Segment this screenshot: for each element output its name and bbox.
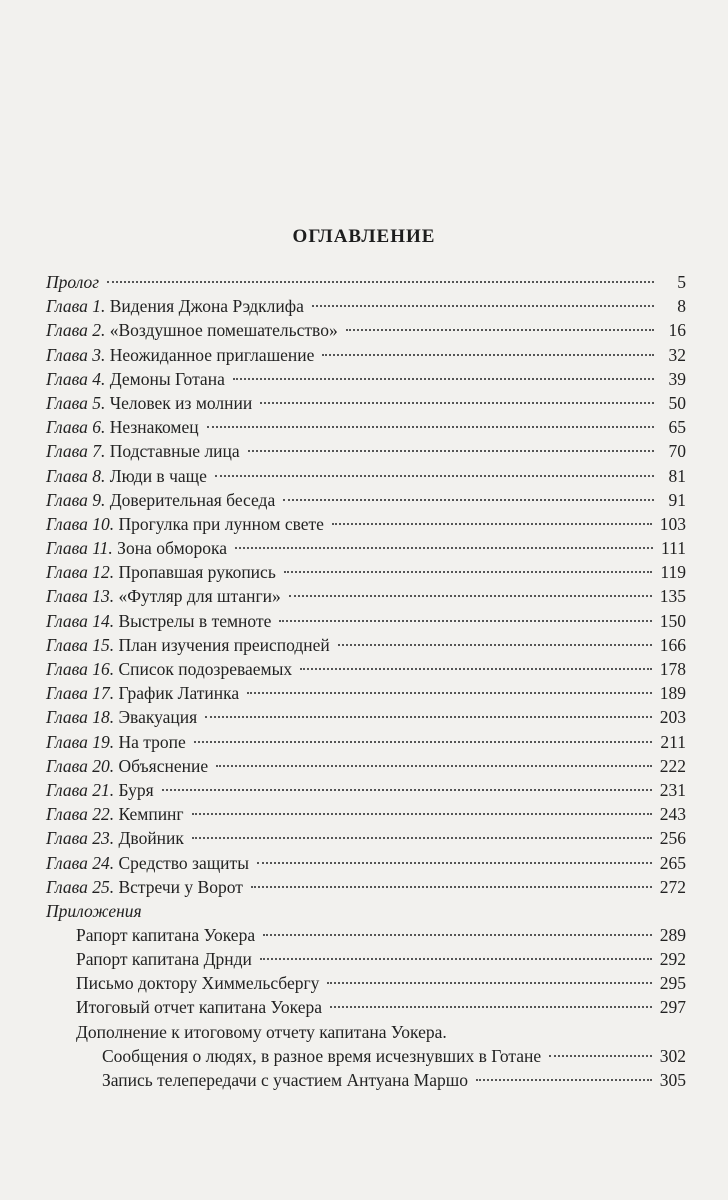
toc-appendix-4[interactable]	[46, 995, 686, 1019]
dot-leader	[194, 741, 653, 743]
toc-page-number: 5	[677, 272, 686, 292]
toc-page-number: 135	[659, 586, 686, 607]
toc-page-number: 211	[660, 731, 686, 752]
toc-page-number: 256	[659, 828, 686, 849]
toc-appendix-3[interactable]	[46, 971, 686, 995]
toc-label: Рапорт капитана Дрнди	[76, 949, 252, 970]
toc-chapter-15[interactable]	[46, 633, 686, 657]
toc-chapter-19[interactable]	[46, 730, 686, 754]
toc-page-number: 103	[659, 513, 686, 534]
toc-page-number: 32	[668, 344, 686, 365]
toc-label: Глава 13. «Футляр для штанги»	[46, 586, 281, 607]
toc-label: Глава 14. Выстрелы в темноте	[46, 610, 272, 631]
dot-leader	[279, 620, 651, 622]
dot-leader	[192, 837, 652, 839]
dot-leader	[215, 475, 654, 477]
dot-leader	[330, 1006, 652, 1008]
toc-page-number: 70	[668, 441, 686, 462]
toc-page-number: 16	[668, 320, 686, 341]
toc-page-number: 297	[659, 997, 686, 1018]
addendum-list	[46, 1044, 686, 1092]
toc-chapter-14[interactable]	[46, 609, 686, 633]
dot-leader	[346, 329, 654, 331]
page-title: ОГЛАВЛЕНИЕ	[292, 226, 436, 247]
toc-chapter-17[interactable]	[46, 681, 686, 705]
toc-chapter-6[interactable]	[46, 415, 686, 439]
toc-label: Глава 1. Видения Джона Рэдклифа	[46, 296, 304, 317]
toc-chapter-2[interactable]	[46, 318, 686, 342]
toc-chapter-9[interactable]	[46, 488, 686, 512]
toc-addendum-2[interactable]	[46, 1068, 686, 1092]
dot-leader	[284, 571, 653, 573]
toc-label: Глава 9. Доверительная беседа	[46, 489, 276, 510]
toc-page-number: 203	[659, 707, 686, 728]
toc-chapter-3[interactable]	[46, 343, 686, 367]
dot-leader	[247, 692, 652, 694]
toc-chapter-25[interactable]	[46, 875, 686, 899]
toc-page-number: 39	[668, 368, 686, 389]
dot-leader	[216, 765, 652, 767]
dot-leader	[205, 716, 652, 718]
dot-leader	[549, 1055, 652, 1057]
toc-label: Глава 23. Двойник	[46, 828, 184, 849]
toc-label: Глава 7. Подставные лица	[46, 441, 240, 462]
toc-chapter-24[interactable]	[46, 851, 686, 875]
toc-label: Глава 22. Кемпинг	[46, 804, 184, 825]
toc-page-number: 292	[659, 949, 686, 970]
dot-leader	[207, 426, 654, 428]
dot-leader	[332, 523, 652, 525]
toc-label: Глава 18. Эвакуация	[46, 707, 198, 728]
toc-page-number: 272	[659, 876, 686, 897]
toc-page-number: 243	[659, 804, 686, 825]
toc-label: Глава 10. Прогулка при лунном свете	[46, 513, 324, 534]
chapter-list	[46, 294, 686, 899]
toc-chapter-13[interactable]	[46, 584, 686, 608]
toc-label: Глава 24. Средство защиты	[46, 852, 249, 873]
dot-leader	[312, 305, 654, 307]
toc-chapter-4[interactable]	[46, 367, 686, 391]
appendix-list	[46, 923, 686, 1020]
toc-label: Глава 20. Объяснение	[46, 755, 209, 776]
toc-page-number: 8	[677, 296, 686, 317]
toc-label: Глава 25. Встречи у Ворот	[46, 876, 243, 897]
toc-label: Глава 16. Список подозреваемых	[46, 659, 293, 679]
toc-label: Глава 19. На тропе	[46, 731, 186, 752]
dot-leader	[107, 281, 654, 283]
toc-label: Глава 3. Неожиданное приглашение	[46, 344, 315, 365]
dot-leader	[248, 450, 654, 452]
dot-leader	[260, 958, 652, 960]
toc-chapter-18[interactable]	[46, 705, 686, 729]
toc-page-number: 231	[659, 779, 686, 800]
toc-page-number: 150	[659, 610, 686, 631]
toc-page-number: 289	[659, 924, 686, 945]
toc-label: Глава 5. Человек из молнии	[46, 392, 253, 413]
toc-label: Итоговый отчет капитана Уокера	[76, 997, 322, 1018]
toc-label: Пролог	[46, 272, 100, 292]
dot-leader	[476, 1079, 652, 1081]
toc-label: Дополнение к итоговому отчету капитана Уокера.	[76, 1021, 447, 1042]
toc-page-number: 295	[659, 973, 686, 994]
appendix-heading: Приложения	[46, 900, 142, 921]
toc-chapter-21[interactable]	[46, 778, 686, 802]
toc-appendix-2[interactable]	[46, 947, 686, 971]
toc-label: Глава 2. «Воздушное помешательство»	[46, 320, 338, 341]
toc-page-number: 119	[660, 562, 686, 583]
toc-label: Глава 11. Зона обморока	[46, 538, 228, 559]
toc-label: Глава 21. Буря	[46, 779, 154, 800]
dot-leader	[338, 644, 652, 646]
toc-page-number: 222	[659, 755, 686, 776]
toc-page-number: 50	[668, 392, 686, 413]
toc-label: Глава 4. Демоны Готана	[46, 368, 225, 389]
dot-leader	[233, 378, 654, 380]
toc-page-number: 302	[659, 1045, 686, 1066]
addendum-heading[interactable]	[46, 1020, 686, 1044]
toc-page-number: 265	[659, 852, 686, 873]
toc-chapter-12[interactable]	[46, 560, 686, 584]
toc-page-number: 81	[668, 465, 686, 486]
toc-page-number: 65	[668, 417, 686, 438]
toc-page-number: 178	[659, 659, 686, 679]
dot-leader	[257, 862, 652, 864]
toc-label: Рапорт капитана Уокера	[76, 924, 256, 945]
toc-chapter-11[interactable]	[46, 536, 686, 560]
dot-leader	[300, 668, 652, 670]
toc-chapter-20[interactable]	[46, 754, 686, 778]
toc-label: Глава 15. План изучения преисподней	[46, 634, 330, 655]
toc-page-number: 189	[659, 683, 686, 704]
dot-leader	[322, 354, 654, 356]
toc-label: Письмо доктору Химмельсбергу	[76, 973, 320, 994]
toc-label: Глава 12. Пропавшая рукопись	[46, 562, 276, 583]
dot-leader	[162, 789, 652, 791]
dot-leader	[235, 547, 653, 549]
dot-leader	[327, 982, 651, 984]
toc-label: Глава 6. Незнакомец	[46, 417, 199, 438]
dot-leader	[283, 499, 654, 501]
toc-page-number: 111	[661, 538, 686, 559]
dot-leader	[263, 934, 652, 936]
toc-chapter-23[interactable]	[46, 826, 686, 850]
table-of-contents	[46, 270, 686, 1092]
dot-leader	[192, 813, 652, 815]
toc-chapter-16[interactable]	[46, 657, 686, 681]
toc-prologue[interactable]	[46, 270, 686, 294]
toc-label: Глава 8. Люди в чаще	[46, 465, 207, 486]
toc-page-number: 91	[668, 489, 686, 510]
toc-chapter-10[interactable]	[46, 512, 686, 536]
toc-page-number: 305	[659, 1069, 686, 1090]
dot-leader	[251, 886, 652, 888]
toc-addendum-1[interactable]	[46, 1044, 686, 1068]
toc-label: Глава 17. График Латинка	[46, 683, 240, 704]
toc-label: Сообщения о людях, в разное время исчезнувших в Готане	[102, 1045, 542, 1066]
toc-label: Запись телепередачи с участием Антуана Маршо	[102, 1069, 468, 1090]
toc-chapter-5[interactable]	[46, 391, 686, 415]
dot-leader	[289, 595, 652, 597]
toc-appendix-1[interactable]	[46, 923, 686, 947]
toc-chapter-8[interactable]	[46, 464, 686, 488]
dot-leader	[260, 402, 654, 404]
toc-chapter-7[interactable]	[46, 439, 686, 463]
toc-chapter-22[interactable]	[46, 802, 686, 826]
toc-chapter-1[interactable]	[46, 294, 686, 318]
toc-page-number: 166	[659, 634, 686, 655]
